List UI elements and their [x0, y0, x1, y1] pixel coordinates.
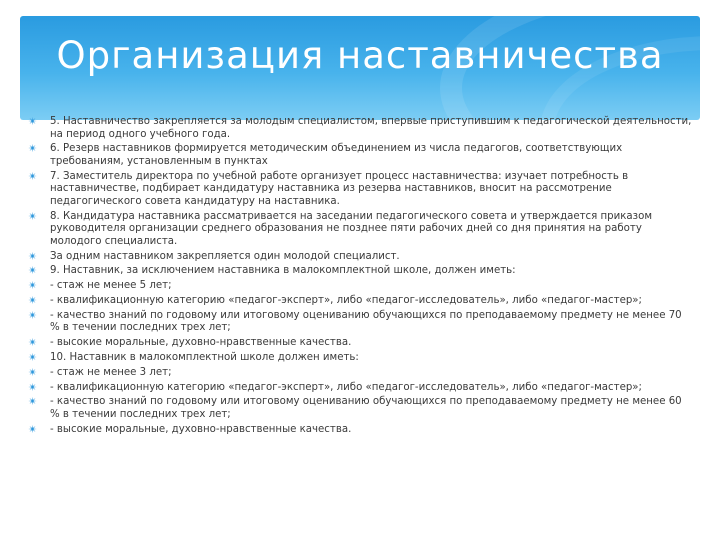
- list-item-text: - высокие моральные, духовно-нравственные качества.: [50, 423, 352, 435]
- list-item: [28, 382, 694, 395]
- sparkle-icon: ✴: [28, 380, 38, 394]
- list-item: [28, 295, 694, 308]
- list-item-text: - качество знаний по годовому или итоговому оцениванию обучающихся по преподаваемому предмету не менее 70 % в течении последних трех лет;: [50, 309, 682, 334]
- sparkle-icon: ✴: [28, 264, 38, 278]
- sparkle-icon: ✴: [28, 209, 38, 223]
- list-item: [28, 265, 694, 278]
- list-item-text: За одним наставником закрепляется один молодой специалист.: [50, 250, 400, 262]
- list-item-text: - качество знаний по годовому или итоговому оцениванию обучающихся по преподаваемому предмету не менее 60 % в течении последних трех лет;: [50, 396, 682, 420]
- sparkle-icon: ✴: [28, 336, 38, 350]
- bullet-list: [28, 116, 694, 438]
- list-item-text: - высокие моральные, духовно-нравственные качества.: [50, 337, 352, 349]
- list-item-text: - квалификационную категорию «педагог-эксперт», либо «педагог-исследователь», либо «педагог-мастер»;: [50, 381, 642, 393]
- list-item: [28, 337, 694, 350]
- list-item: [28, 424, 694, 437]
- list-item: [28, 367, 694, 380]
- sparkle-icon: ✴: [28, 142, 38, 156]
- sparkle-icon: ✴: [28, 308, 38, 322]
- list-item: [28, 352, 694, 365]
- list-item: [28, 251, 694, 264]
- list-item: [28, 280, 694, 293]
- list-item: [28, 211, 694, 249]
- sparkle-icon: ✴: [28, 422, 38, 436]
- list-item: [28, 143, 694, 168]
- list-item-text: 6. Резерв наставников формируется методическим объединением из числа педагогов, соответствующих требованиям, установленным в пунктах: [50, 143, 623, 167]
- list-item-text: - квалификационную категорию «педагог-эксперт», либо «педагог-исследователь», либо «педагог-мастер»;: [50, 295, 642, 307]
- list-item-text: 9. Наставник, за исключением наставника в малокомплектной школе, должен иметь:: [50, 265, 516, 277]
- list-item: [28, 396, 694, 421]
- list-item-text: 10. Наставник в малокомплектной школе должен иметь:: [50, 351, 359, 363]
- list-item: [28, 310, 694, 335]
- sparkle-icon: ✴: [28, 365, 38, 379]
- list-item: [28, 171, 694, 209]
- sparkle-icon: ✴: [28, 279, 38, 293]
- slide-title: Организация наставничества: [56, 34, 664, 77]
- list-item: [28, 116, 694, 141]
- sparkle-icon: ✴: [28, 115, 38, 128]
- sparkle-icon: ✴: [28, 249, 38, 263]
- sparkle-icon: ✴: [28, 350, 38, 364]
- list-item-text: - стаж не менее 5 лет;: [50, 280, 172, 292]
- sparkle-icon: ✴: [28, 169, 38, 183]
- list-item-text: 5. Наставничество закрепляется за молодым специалистом, впервые приступившим к педагогической деятельности, на период одного учебного года.: [50, 116, 692, 140]
- list-item-text: - стаж не менее 3 лет;: [50, 366, 172, 378]
- sparkle-icon: ✴: [28, 395, 38, 409]
- list-item-text: 7. Заместитель директора по учебной работе организует процесс наставничества: изучает потребность в наставничестве, подбирает кандидатуру наставника из резерва наставников, вносит на рассмотрение педагогического совета кандидатуру на наставника.: [50, 170, 629, 207]
- list-item-text: 8. Кандидатура наставника рассматривается на заседании педагогического совета и утверждается приказом руководителя организации среднего образования не позднее пяти рабочих дней со дня принятия на работу молодого специалиста.: [50, 210, 653, 247]
- sparkle-icon: ✴: [28, 294, 38, 308]
